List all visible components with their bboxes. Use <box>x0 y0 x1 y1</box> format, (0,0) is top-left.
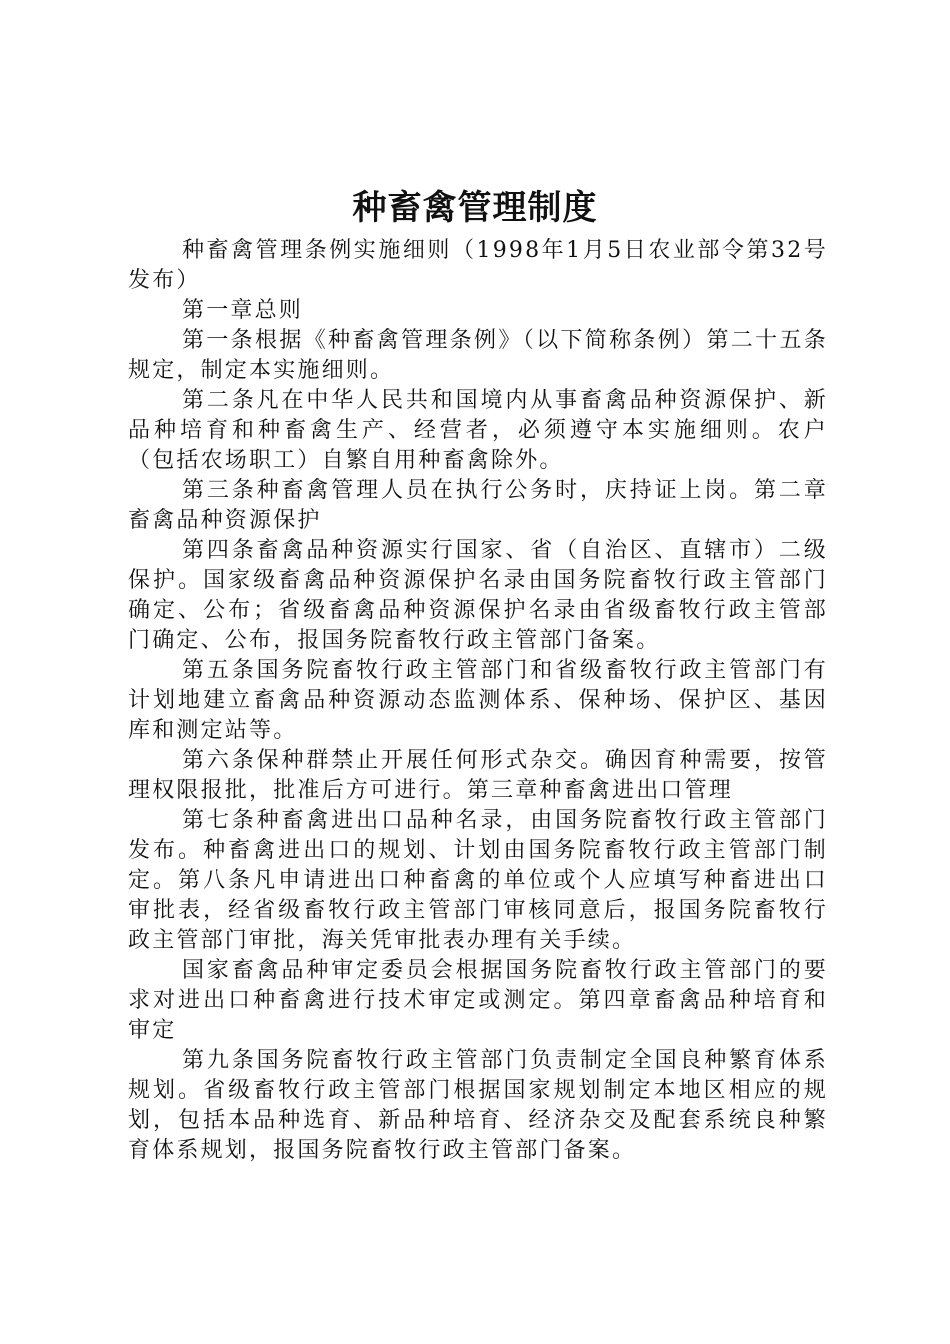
paragraph-chapter-1: 第一章总则 <box>182 298 304 323</box>
paragraph-article-9: 第九条国务院畜牧行政主管部门负责制定全国良种繁育体系规划。省级畜牧行政主管部门根据国家规划制定本地区相应的规划，包括本品种选育、新品种培育、经济杂交及配套系统良种繁育体系规划，报国务院畜牧行政主管部门备案。 <box>128 1048 828 1163</box>
paragraph-article-2: 第二条凡在中华人民共和国境内从事畜禽品种资源保护、新品种培育和种畜禽生产、经营者，必须遵守本实施细则。农户（包括农场职工）自繁自用种畜禽除外。 <box>128 388 828 473</box>
paragraph-article-4: 第四条畜禽品种资源实行国家、省（自治区、直辖市）二级保护。国家级畜禽品种资源保护名录由国务院畜牧行政主管部门确定、公布；省级畜禽品种资源保护名录由省级畜牧行政主管部门确定、公布，报国务院畜牧行政主管部门备案。 <box>128 538 828 653</box>
document-title: 种畜禽管理制度 <box>352 188 598 228</box>
document-body <box>128 236 828 1166</box>
paragraph-review-committee: 国家畜禽品种审定委员会根据国务院畜牧行政主管部门的要求对进出口种畜禽进行技术审定或测定。第四章畜禽品种培育和审定 <box>128 958 828 1043</box>
paragraph-article-5: 第五条国务院畜牧行政主管部门和省级畜牧行政主管部门有计划地建立畜禽品种资源动态监测体系、保种场、保护区、基因库和测定站等。 <box>128 658 828 743</box>
paragraph-article-6: 第六条保种群禁止开展任何形式杂交。确因育种需要，按管理权限报批，批准后方可进行。第三章种畜禽进出口管理 <box>128 748 828 803</box>
paragraph-article-7-8: 第七条种畜禽进出口品种名录，由国务院畜牧行政主管部门发布。种畜禽进出口的规划、计划由国务院畜牧行政主管部门制定。第八条凡申请进出口种畜禽的单位或个人应填写种畜进出口审批表，经省级畜牧行政主管部门审核同意后，报国务院畜牧行政主管部门审批，海关凭审批表办理有关手续。 <box>128 808 828 953</box>
paragraph-intro: 种畜禽管理条例实施细则（1998年1月5日农业部令第32号发布） <box>128 238 828 293</box>
paragraph-article-3: 第三条种畜禽管理人员在执行公务时，庆持证上岗。第二章畜禽品种资源保护 <box>128 478 828 533</box>
paragraph-article-1: 第一条根据《种畜禽管理条例》（以下简称条例）第二十五条规定，制定本实施细则。 <box>128 328 828 383</box>
